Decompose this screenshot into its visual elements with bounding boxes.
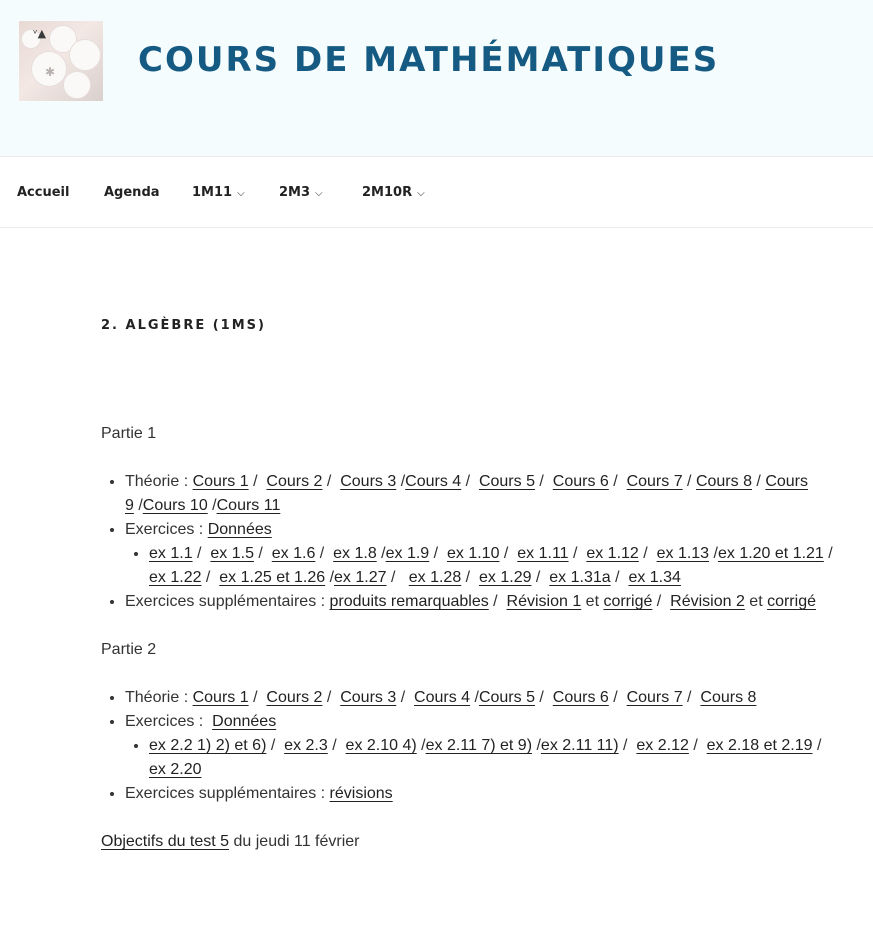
link-cours-1[interactable]: Cours 1 <box>192 689 249 706</box>
theorie-label: Théorie : <box>125 689 193 706</box>
exercices-sublist <box>125 734 836 782</box>
link-cours-8[interactable]: Cours 8 <box>700 689 757 706</box>
link-ex-1-11[interactable]: ex 1.11 <box>517 545 569 562</box>
link-cours-9[interactable]: Cours 9 <box>125 473 809 514</box>
link-ex-1-27[interactable]: ex 1.27 <box>334 569 387 586</box>
link-ex-1-28[interactable]: ex 1.28 <box>408 569 462 586</box>
chevron-down-icon: ⌵ <box>417 188 425 199</box>
partie-1-list <box>101 470 836 614</box>
link-cours-6[interactable]: Cours 6 <box>552 689 609 706</box>
link-ex-2-11-11[interactable]: ex 2.11 11) <box>540 737 619 754</box>
exercices-sublist <box>125 542 836 590</box>
list-item-ex-links: • ex 1.1 / ex 1.5 / ex 1.6 / ex 1.8 /ex 1.9 / ex 1.10 / ex 1.11 / ex 1.12 / ex 1.13 /ex 1.20 et 1.21 / ex 1.22 / ex 1.25 et 1.26 /ex 1.27 / ex 1.28 / ex 1.29 / ex 1.31a / ex 1.34 <box>149 542 836 590</box>
link-ex-1-6[interactable]: ex 1.6 <box>271 545 316 562</box>
list-item-exercices-supplementaires <box>125 782 836 806</box>
list-item-exercices <box>125 518 836 590</box>
theorie-label: Théorie : <box>125 473 193 490</box>
supp-label: Exercices supplémentaires : <box>125 785 330 802</box>
link-cours-8[interactable]: Cours 8 <box>695 473 752 490</box>
link-ex-2-10[interactable]: ex 2.10 4) <box>345 737 417 754</box>
link-revisions[interactable]: révisions <box>329 785 393 802</box>
exercices-label: Exercices : <box>125 521 208 538</box>
nav-item-agenda[interactable]: Agenda <box>104 185 160 200</box>
partie-2-list <box>101 686 836 806</box>
link-ex-1-34[interactable]: ex 1.34 <box>628 569 681 586</box>
link-cours-2[interactable]: Cours 2 <box>266 473 323 490</box>
link-ex-1-20-et-1-21[interactable]: ex 1.20 et 1.21 <box>717 545 824 562</box>
link-cours-11[interactable]: Cours 11 <box>216 497 281 514</box>
page-content <box>101 300 836 854</box>
link-ex-1-31a[interactable]: ex 1.31a <box>549 569 611 586</box>
nav-item-accueil[interactable]: Accueil <box>17 185 70 200</box>
link-ex-1-29[interactable]: ex 1.29 <box>479 569 532 586</box>
link-ex-1-1[interactable]: ex 1.1 <box>149 545 193 562</box>
link-ex-1-5[interactable]: ex 1.5 <box>210 545 254 562</box>
link-ex-2-11-7-9[interactable]: ex 2.11 7) et 9) <box>425 737 533 754</box>
site-title[interactable]: COURS DE MATHÉMATIQUES <box>138 40 720 80</box>
link-ex-2-18-et-2-19[interactable]: ex 2.18 et 2.19 <box>706 737 813 754</box>
link-ex-2-20[interactable]: ex 2.20 <box>149 761 202 778</box>
link-cours-5[interactable]: Cours 5 <box>478 689 535 706</box>
list-item-exercices <box>125 710 836 782</box>
section-heading-partie-2: Partie 2 <box>101 641 157 658</box>
objectifs-paragraph <box>101 830 836 854</box>
link-objectifs-test-5[interactable]: Objectifs du test 5 <box>101 833 230 850</box>
link-cours-4[interactable]: Cours 4 <box>414 689 471 706</box>
site-header <box>0 0 873 157</box>
list-item-theorie: • Théorie : Cours 1 / Cours 2 / Cours 3 / Cours 4 /Cours 5 / Cours 6 / Cours 7 / Cours 8 <box>125 686 836 710</box>
link-ex-1-12[interactable]: ex 1.12 <box>586 545 639 562</box>
nav-item-label: 2M3 <box>279 185 311 200</box>
link-cours-3[interactable]: Cours 3 <box>340 689 397 706</box>
link-ex-1-10[interactable]: ex 1.10 <box>446 545 500 562</box>
nav-item-label: 2M10R <box>362 185 413 200</box>
link-cours-6[interactable]: Cours 6 <box>552 473 609 490</box>
link-corrige-1[interactable]: corrigé <box>603 593 653 610</box>
link-cours-7[interactable]: Cours 7 <box>626 473 683 490</box>
main-navigation <box>0 157 873 228</box>
list-item-theorie: • Théorie : Cours 1 / Cours 2 / Cours 3 /Cours 4 / Cours 5 / Cours 6 / Cours 7 / Cours 8 / Cours 9 /Cours 10 /Cours 11 <box>125 470 836 518</box>
exercices-label: Exercices : <box>125 713 208 730</box>
supp-label: Exercices supplémentaires : <box>125 593 330 610</box>
link-ex-2-2[interactable]: ex 2.2 1) 2) et 6) <box>149 737 267 754</box>
nav-item-label: 1M11 <box>192 185 233 200</box>
link-cours-5[interactable]: Cours 5 <box>478 473 535 490</box>
link-cours-4[interactable]: Cours 4 <box>405 473 462 490</box>
link-ex-1-22[interactable]: ex 1.22 <box>149 569 202 586</box>
section-heading-partie-1: Partie 1 <box>101 425 157 442</box>
link-cours-7[interactable]: Cours 7 <box>626 689 683 706</box>
link-ex-2-3[interactable]: ex 2.3 <box>284 737 328 754</box>
link-donnees[interactable]: Données <box>207 521 272 538</box>
chevron-down-icon: ⌵ <box>237 188 245 199</box>
link-cours-10[interactable]: Cours 10 <box>142 497 208 514</box>
et-text: et <box>581 593 604 610</box>
link-ex-1-9[interactable]: ex 1.9 <box>385 545 430 562</box>
nav-item-2m10r[interactable] <box>362 185 425 200</box>
link-donnees[interactable]: Données <box>212 713 277 730</box>
page-title: 2. ALGÈBRE (1MS) <box>101 318 266 333</box>
nav-item-1m11[interactable] <box>192 185 245 200</box>
list-item-exercices-supplementaires: • Exercices supplémentaires : produits remarquables / Révision 1 et corrigé / Révision 2 et corrigé <box>125 590 836 614</box>
link-revision-2[interactable]: Révision 2 <box>670 593 745 610</box>
link-produits-remarquables[interactable]: produits remarquables <box>329 593 489 610</box>
et-text: et <box>744 593 768 610</box>
link-revision-1[interactable]: Révision 1 <box>506 593 582 610</box>
site-logo[interactable]: ✱ ᵛ▲ <box>19 21 103 101</box>
link-ex-1-13[interactable]: ex 1.13 <box>656 545 710 562</box>
link-cours-2[interactable]: Cours 2 <box>266 689 323 706</box>
link-ex-1-25-et-1-26[interactable]: ex 1.25 et 1.26 <box>219 569 326 586</box>
nav-item-2m3[interactable] <box>279 185 323 200</box>
link-ex-2-12[interactable]: ex 2.12 <box>636 737 689 754</box>
list-item-ex-links: • ex 2.2 1) 2) et 6) / ex 2.3 / ex 2.10 4) /ex 2.11 7) et 9) /ex 2.11 11) / ex 2.12 / ex 2.18 et 2.19 / ex 2.20 <box>149 734 836 782</box>
chevron-down-icon: ⌵ <box>315 188 323 199</box>
objectifs-date-text: du jeudi 11 février <box>229 833 360 850</box>
link-ex-1-8[interactable]: ex 1.8 <box>333 545 377 562</box>
link-cours-1[interactable]: Cours 1 <box>192 473 249 490</box>
link-cours-3[interactable]: Cours 3 <box>340 473 397 490</box>
link-corrige-2[interactable]: corrigé <box>767 593 816 610</box>
